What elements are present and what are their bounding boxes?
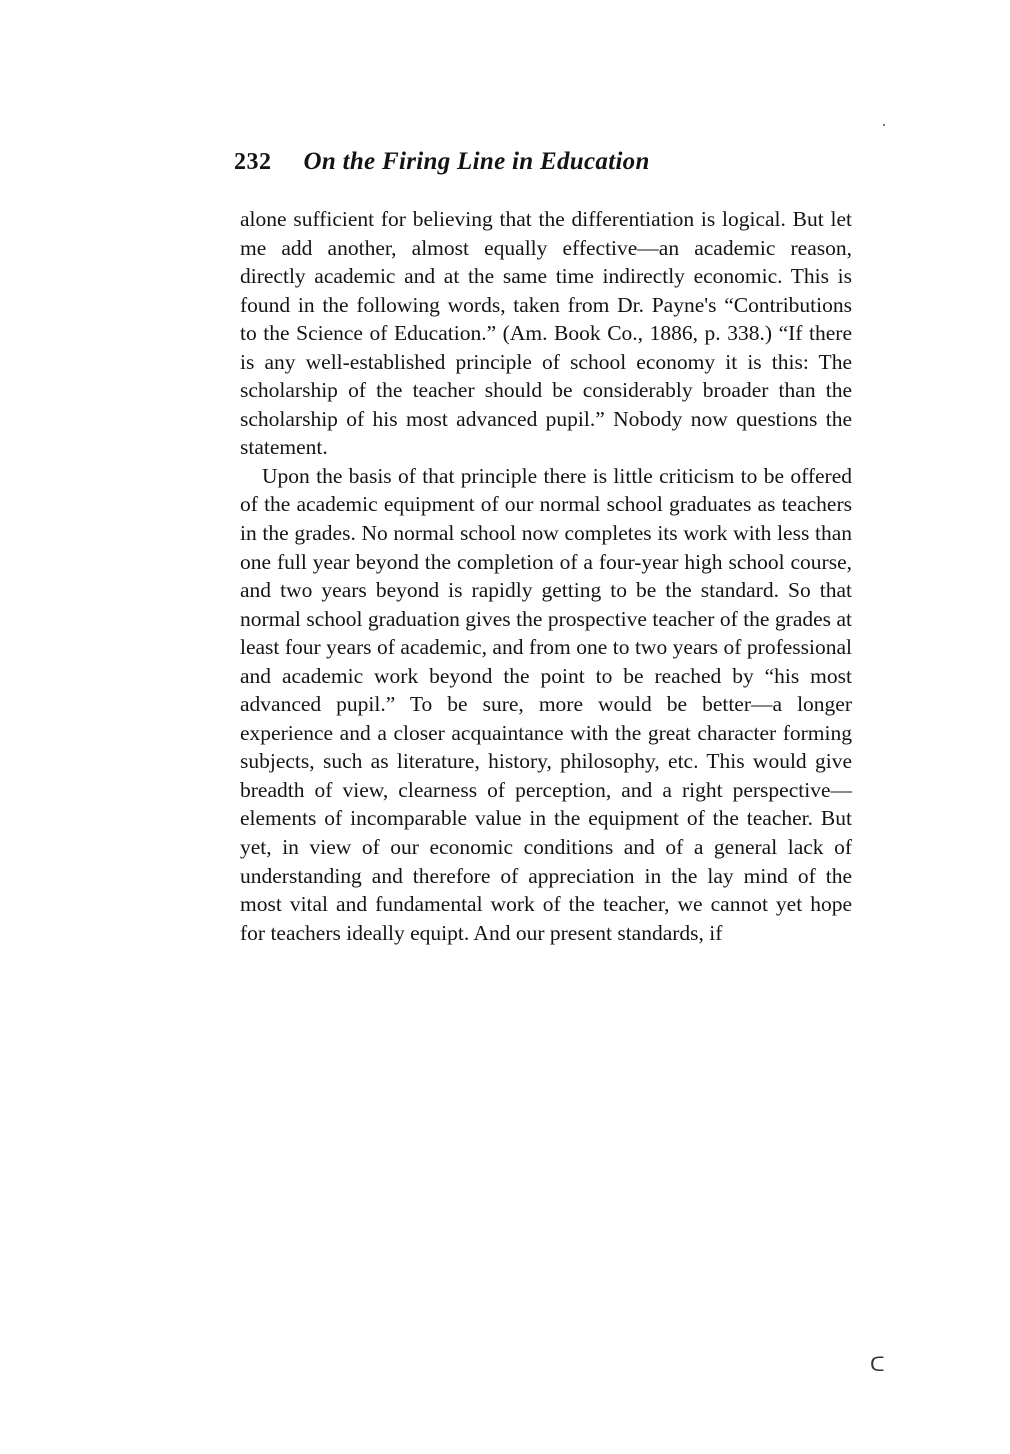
book-title: On the Firing Line in Education bbox=[303, 148, 650, 175]
paragraph-continuation: alone sufficient for believing that the differentiation is logical. But let me add another, almost equally effective—an academic reason, directly academic and at the same time indirectly economic. This is found in the following words, taken from Dr. Payne's “Contributions to the Science of Education.” (Am. Book Co., 1886, p. 338.) “If there is any well-established principle of school economy it is this: The scholarship of the teacher should be considerably broader than the scholarship of his most advanced pupil.” Nobody now questions the statement. bbox=[240, 207, 852, 460]
page-number: 232 bbox=[234, 149, 272, 175]
body-text bbox=[240, 205, 852, 947]
printer-mark: ᑕ bbox=[870, 1354, 885, 1376]
running-head bbox=[234, 148, 864, 182]
print-speck bbox=[883, 124, 885, 126]
paragraph-principle: Upon the basis of that principle there is little criticism to be offered of the academic equipment of our normal school graduates as teachers in the grades. No normal school now completes its work with less than one full year beyond the completion of a four-year high school course, and two years beyond is rapidly getting to be the standard. So that normal school graduation gives the prospective teacher of the grades at least four years of academic, and from one to two years of professional and academic work beyond the point to be reached by “his most advanced pupil.” To be sure, more would be better—a longer experience and a closer acquaintance with the great character forming subjects, such as literature, history, philosophy, etc. This would give breadth of view, clearness of perception, and a right perspective—elements of incomparable value in the equipment of the teacher. But yet, in view of our economic conditions and of a general lack of understanding and therefore of appreciation in the lay mind of the most vital and fundamental work of the teacher, we cannot yet hope for teachers ideally equipt. And our present standards, if bbox=[240, 463, 852, 945]
